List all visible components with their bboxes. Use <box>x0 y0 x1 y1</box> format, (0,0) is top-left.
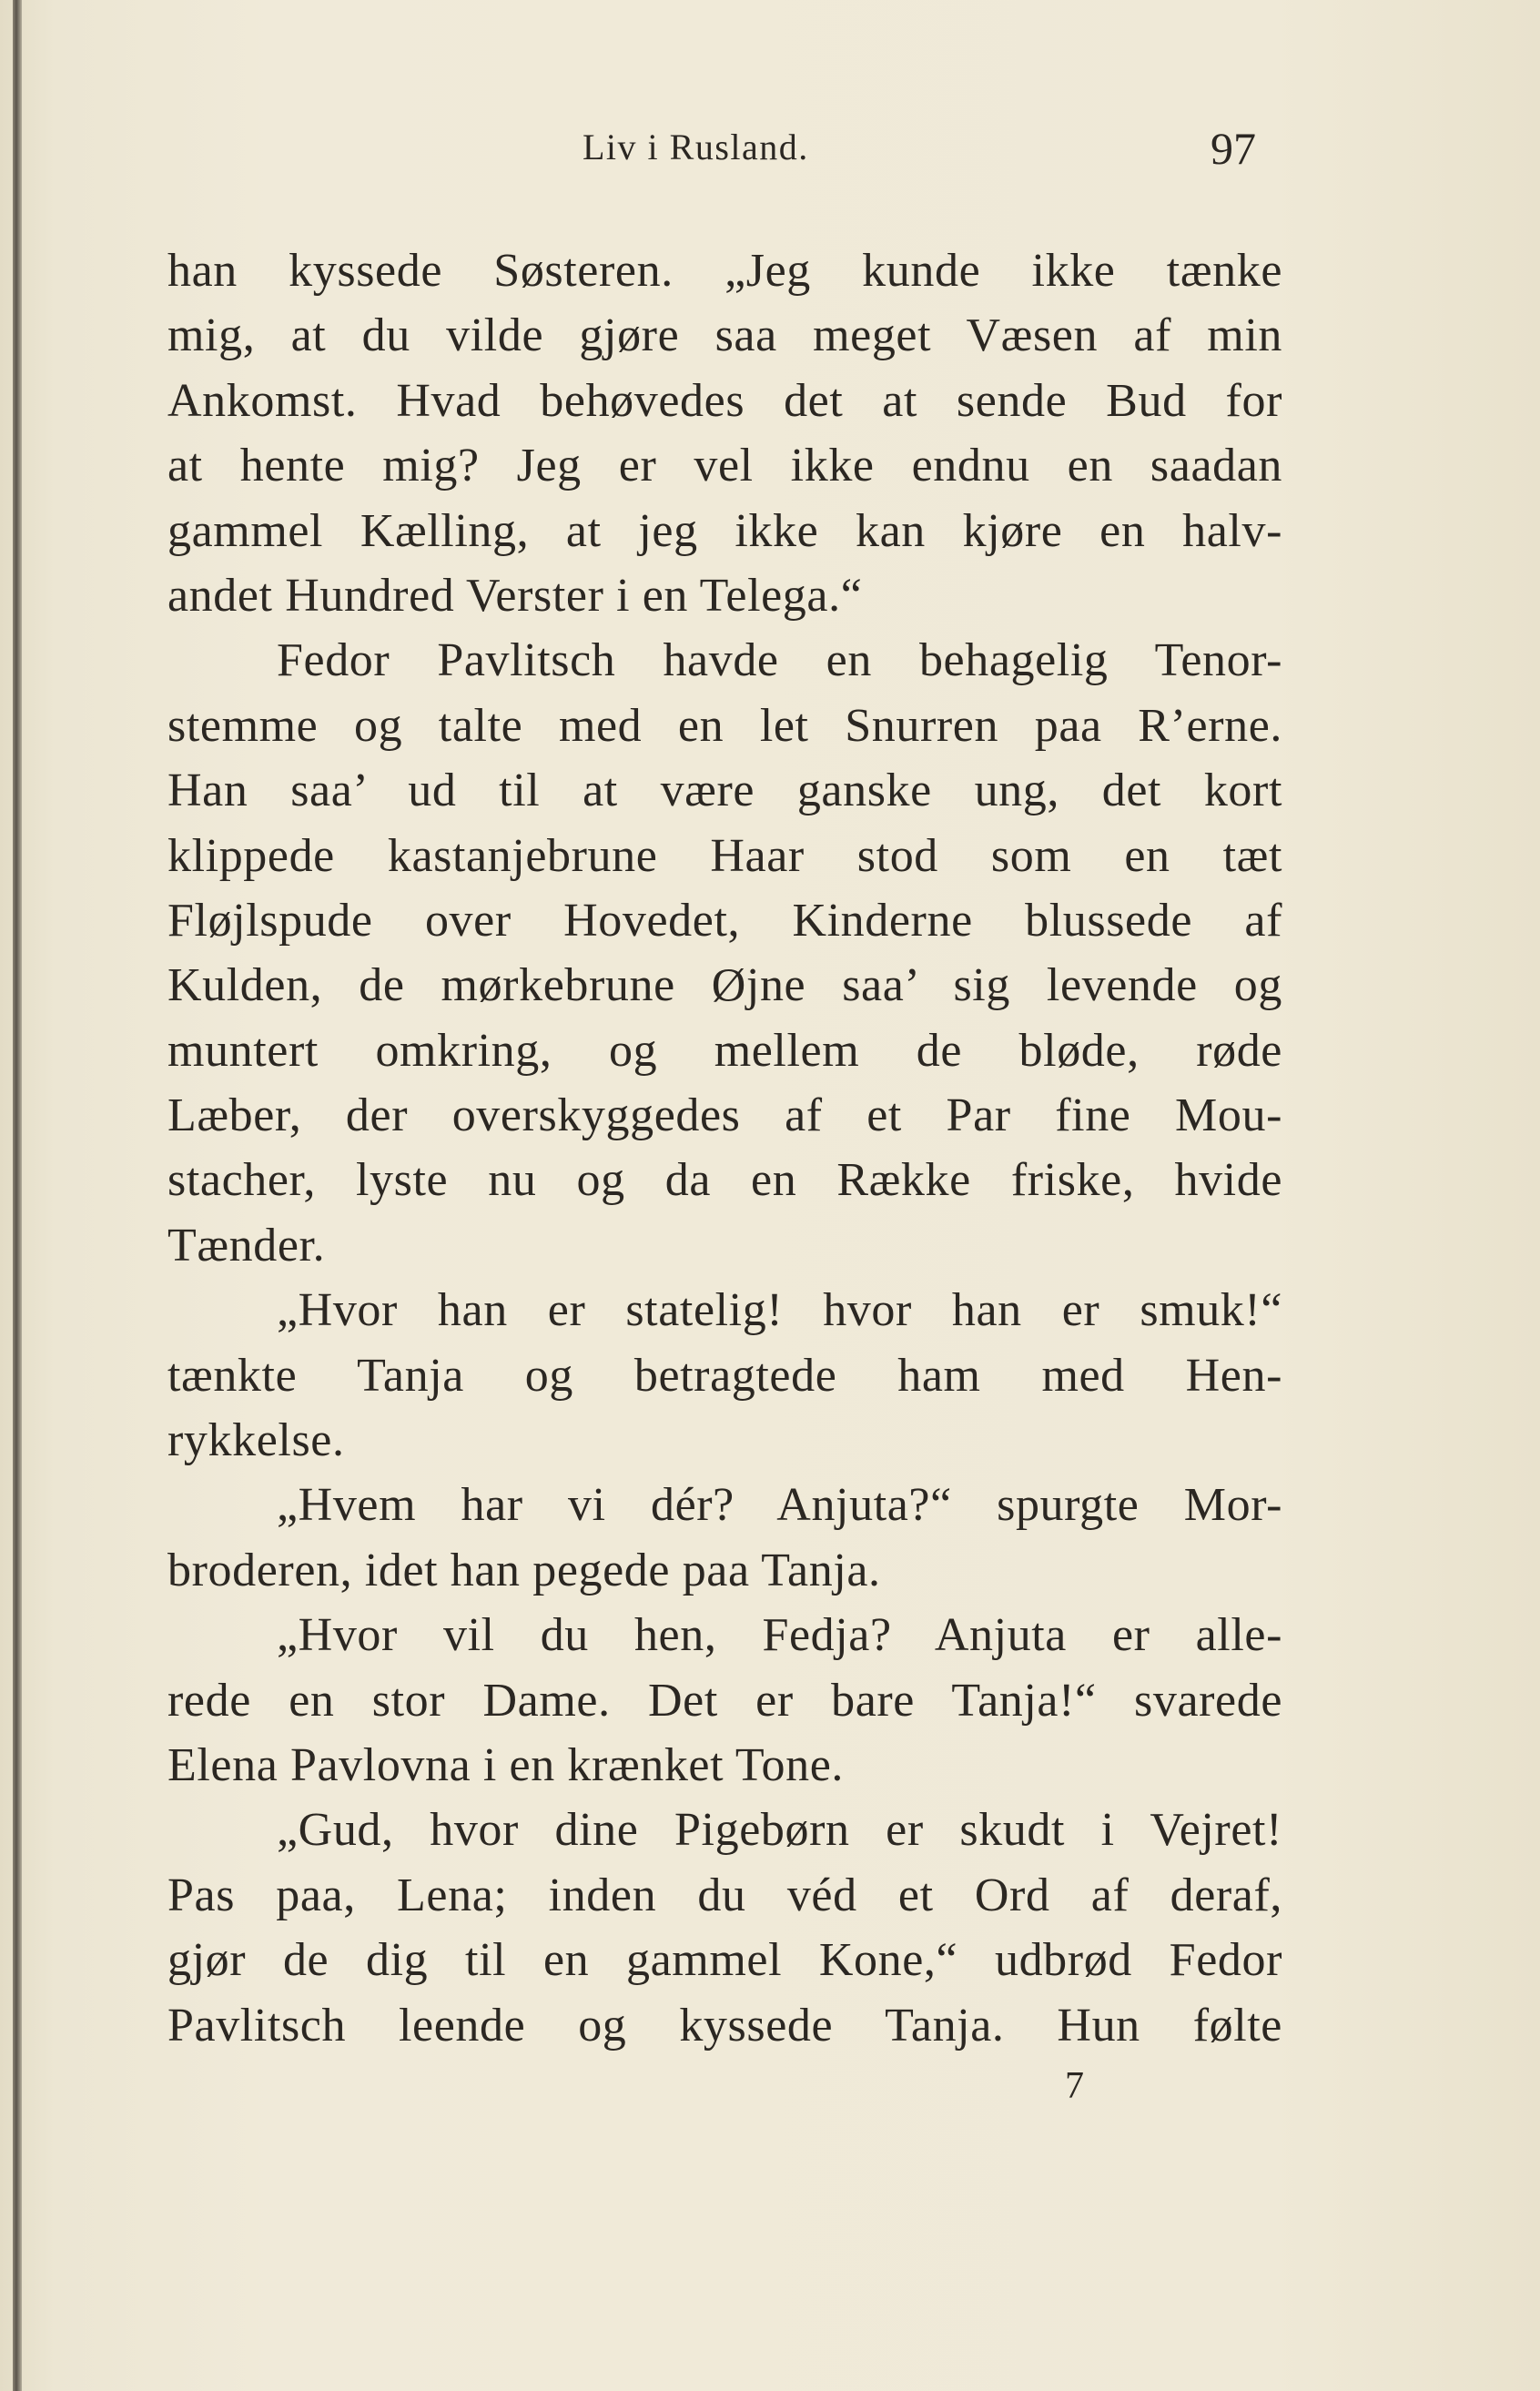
text-line: rykkelse. <box>167 1414 345 1467</box>
running-header <box>0 123 1540 180</box>
text-line: klippede kastanjebrune Haar stod som en tæt <box>167 829 1282 882</box>
text-line: Fløjlspude over Hovedet, Kinderne blussede af <box>167 894 1282 947</box>
text-line: stacher, lyste nu og da en Række friske, hvide <box>167 1154 1282 1207</box>
text-line: Kulden, de mørkebrune Øjne saa’ sig levende og <box>167 959 1282 1012</box>
text-line: Elena Pavlovna i en krænket Tone. <box>167 1738 845 1791</box>
text-line: Tænder. <box>167 1219 326 1271</box>
text-line: han kyssede Søsteren. „Jeg kunde ikke tænke <box>167 245 1282 297</box>
text-line: broderen, idet han pegede paa Tanja. <box>167 1544 881 1596</box>
text-line: „Hvor vil du hen, Fedja? Anjuta er alle- <box>277 1609 1282 1662</box>
text-line: mig, at du vilde gjøre saa meget Væsen af min <box>167 309 1282 362</box>
text-line: gammel Kælling, at jeg ikke kan kjøre en halv- <box>167 504 1282 557</box>
text-line: „Gud, hvor dine Pigebørn er skudt i Vejret! <box>277 1804 1282 1857</box>
page-number: 97 <box>1211 123 1256 174</box>
signature-mark: 7 <box>1065 2065 1084 2107</box>
text-line: Fedor Pavlitsch havde en behagelig Tenor- <box>277 634 1282 687</box>
text-line: Læber, der overskyggedes af et Par fine Mou- <box>167 1089 1282 1142</box>
text-line: andet Hundred Verster i en Telega.“ <box>167 569 863 622</box>
text-line: „Hvem har vi dér? Anjuta?“ spurgte Mor- <box>277 1479 1282 1532</box>
text-line: Pavlitsch leende og kyssede Tanja. Hun følte <box>167 1999 1282 2052</box>
body-text <box>167 238 1282 2058</box>
text-line: tænkte Tanja og betragtede ham med Hen- <box>167 1349 1282 1402</box>
text-line: gjør de dig til en gammel Kone,“ udbrød Fedor <box>167 1934 1282 1987</box>
text-line: Han saa’ ud til at være ganske ung, det kort <box>167 765 1282 817</box>
text-line: stemme og talte med en let Snurren paa R’erne. <box>167 699 1282 752</box>
text-line: at hente mig? Jeg er vel ikke endnu en saadan <box>167 440 1282 492</box>
text-line: rede en stor Dame. Det er bare Tanja!“ svarede <box>167 1674 1282 1727</box>
text-line: „Hvor han er statelig! hvor han er smuk!“ <box>277 1284 1282 1337</box>
page-gutter-edge <box>13 0 22 2391</box>
text-line: muntert omkring, og mellem de bløde, røde <box>167 1024 1282 1077</box>
text-line: Ankomst. Hvad behøvedes det at sende Bud for <box>167 374 1282 427</box>
running-title: Liv i Rusland. <box>583 127 809 167</box>
text-line: Pas paa, Lena; inden du véd et Ord af deraf, <box>167 1869 1282 1921</box>
